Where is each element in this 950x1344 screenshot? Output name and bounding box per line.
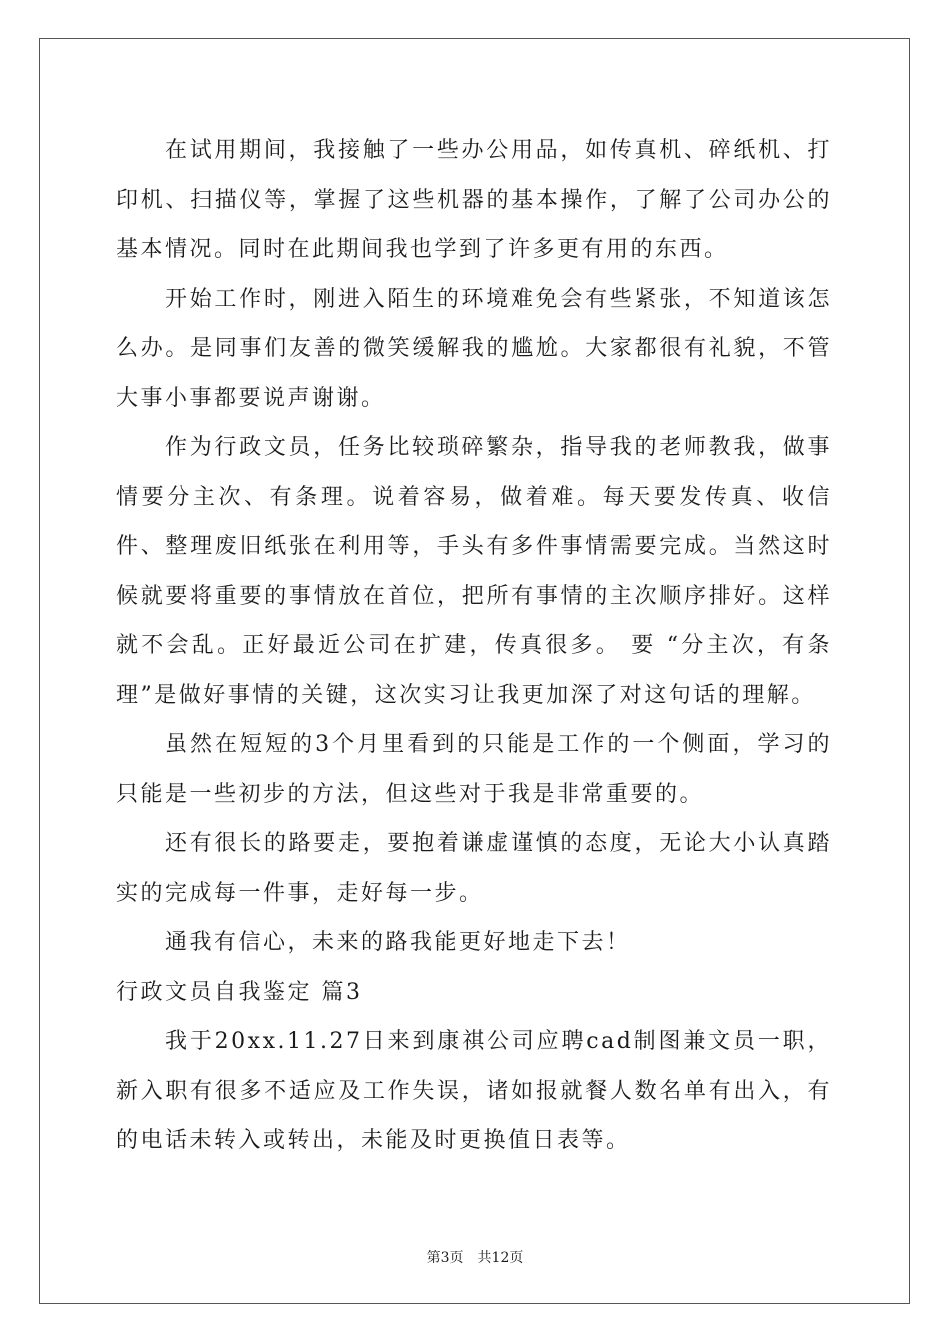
paragraph: 还有很长的路要走，要抱着谦虚谨慎的态度，无论大小认真踏实的完成每一件事，走好每一步。	[116, 831, 832, 906]
page-number: 第3页 共12页	[426, 1250, 524, 1266]
document-body	[116, 126, 832, 1166]
paragraph: 在试用期间，我接触了一些办公用品，如传真机、碎纸机、打印机、扫描仪等，掌握了这些机器的基本操作，了解了公司办公的基本情况。同时在此期间我也学到了许多更有用的东西。	[116, 138, 832, 262]
section-heading: 行政文员自我鉴定 篇3	[116, 979, 363, 1005]
paragraph: 虽然在短短的3个月里看到的只能是工作的一个侧面，学习的只能是一些初步的方法，但这些对于我是非常重要的。	[116, 732, 832, 807]
paragraph: 我于20xx.11.27日来到康祺公司应聘cad制图兼文员一职，新入职有很多不适应及工作失误，诸如报就餐人数名单有出入，有的电话未转入或转出，未能及时更换值日表等。	[116, 1029, 832, 1153]
paragraph: 通我有信心，未来的路我能更好地走下去！	[165, 930, 631, 955]
paragraph: 作为行政文员，任务比较琐碎繁杂，指导我的老师教我，做事情要分主次、有条理。说着容易，做着难。每天要发传真、收信件、整理废旧纸张在利用等，手头有多件事情需要完成。当然这时候就要将重要的事情放在首位，把所有事情的主次顺序排好。这样就不会乱。正好最近公司在扩建，传真很多。 要 “分主次，有条理”是做好事情的关键，这次实习让我更加深了对这句话的理解。	[116, 435, 832, 708]
paragraph: 开始工作时，刚进入陌生的环境难免会有些紧张，不知道该怎么办。是同事们友善的微笑缓解我的尴尬。大家都很有礼貌，不管大事小事都要说声谢谢。	[116, 286, 832, 411]
